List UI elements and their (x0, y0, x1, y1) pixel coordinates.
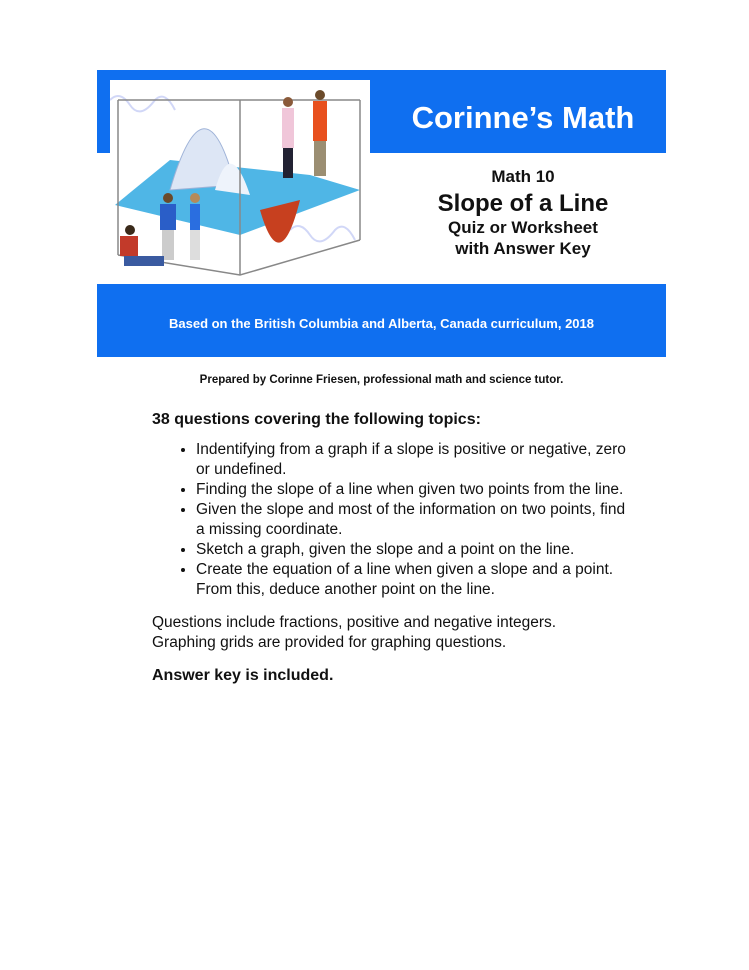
topic-item: • Indentifying from a graph if a slope is positive or negative, zero or undefined. (196, 440, 632, 480)
topics-heading: 38 questions covering the following topics: (152, 411, 481, 428)
brand-title: Corinne’s Math (411, 100, 635, 135)
cover-illustration (110, 80, 370, 280)
topic-item: • Sketch a graph, given the slope and a point on the line. (196, 540, 632, 560)
document-title: Slope of a Line (437, 190, 609, 217)
notes (152, 613, 632, 653)
notes-line-2: Graphing grids are provided for graphing questions. (152, 634, 507, 651)
topics-list (152, 440, 632, 600)
description (152, 410, 632, 686)
topic-item: • Create the equation of a line when given a slope and a point. From this, deduce another point on the line. (196, 560, 632, 600)
subtitle-line-1: Quiz or Worksheet (448, 218, 598, 237)
topic-item: • Given the slope and most of the information on two points, find a missing coordinate. (196, 500, 632, 540)
curriculum-note: Based on the British Columbia and Alberta, Canada curriculum, 2018 (168, 316, 594, 331)
answer-key-note: Answer key is included. (152, 667, 334, 684)
subtitle-line-2: with Answer Key (455, 239, 591, 258)
course-label: Math 10 (491, 167, 555, 186)
prepared-by: Prepared by Corinne Friesen, professional math and science tutor. (199, 374, 564, 386)
topic-item: • Finding the slope of a line when given two points from the line. (196, 480, 632, 500)
notes-line-1: Questions include fractions, positive and negative integers. (152, 614, 557, 631)
title-block (380, 167, 666, 259)
